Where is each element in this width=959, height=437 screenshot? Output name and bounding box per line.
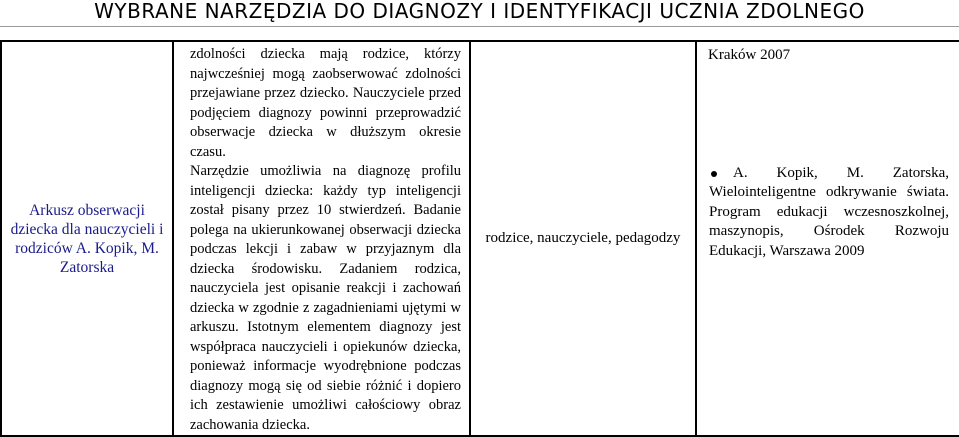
- literature-cell: [696, 41, 959, 436]
- users-text: rodzice, nauczyciele, pedagodzy: [485, 230, 681, 246]
- header-divider: [0, 26, 959, 27]
- tool-name-cell: [1, 41, 173, 436]
- tools-table: [0, 40, 959, 437]
- source-place: Kraków 2007: [708, 47, 791, 63]
- users-cell: [470, 41, 696, 436]
- description-paragraph-1: zdolności dziecka mają rodzice, którzy najwcześniej mogą zaobserwować zdolności przejawiane przez dziecko. Nauczyciele przed podjęciem diagnozy powinni przeprowadzić obserwacje dziecka w dłuższym okresie czasu.: [190, 46, 461, 160]
- page-header: [0, 0, 959, 36]
- literature-list-item: [697, 164, 959, 262]
- literature-authors: A. Kopik, M. Zatorska,: [733, 164, 949, 181]
- bullet-icon: [711, 171, 717, 177]
- tool-name: Arkusz obserwacji dziecka dla nauczycieli i rodziców A. Kopik, M. Zatorska: [10, 201, 164, 276]
- literature-details: Wielointeligentne odkrywanie świata. Program edukacji wczesnoszkolnej, maszynopis, Ośrodek Rozwoju Edukacji, Warszawa 2009: [709, 184, 949, 259]
- header-title: WYBRANE NARZĘDZIA DO DIAGNOZY I IDENTYFIKACJI UCZNIA ZDOLNEGO: [94, 0, 865, 23]
- description-cell: [173, 41, 470, 436]
- table-row: [1, 41, 959, 436]
- description-paragraph-2: Narzędzie umożliwia na diagnozę profilu inteligencji dziecka: każdy typ inteligencji został pisany przez 10 stwierdzeń. Badanie polega na ukierunkowanej obserwacji dziecka podczas lekcji i zabaw w przyjaznym dla dziecka środowisku. Zadaniem rodzica, nauczyciela jest opisanie reakcji i zachowań dziecka w zgodnie z zagadnieniami ujętymi w arkuszu. Istotnym elementem diagnozy jest współpraca nauczycieli i opiekunów dziecka, ponieważ informacje wyodrębnione podczas diagnozy mogą się od siebie różnić i dopiero ich zestawienie umożliwi całościowy obraz zachowania dziecka.: [190, 163, 461, 433]
